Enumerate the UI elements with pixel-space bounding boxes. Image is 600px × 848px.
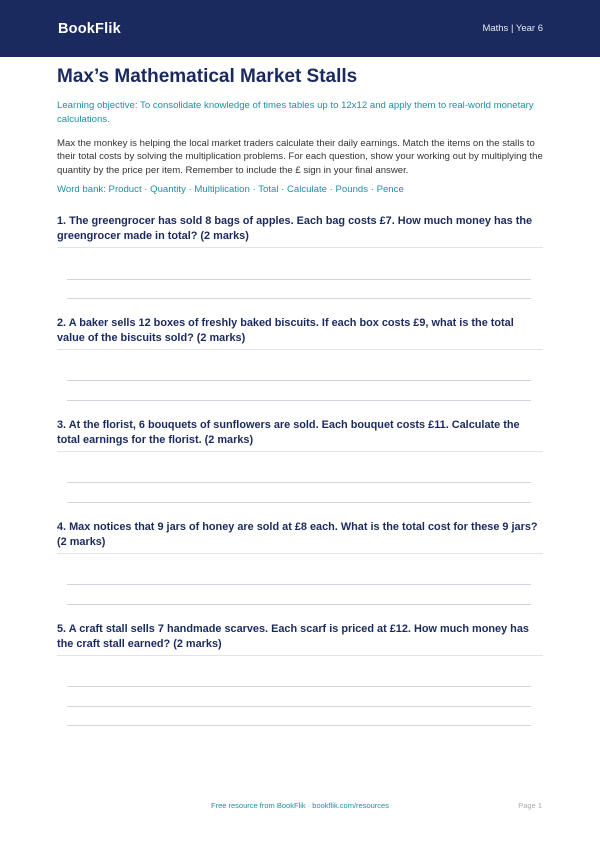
question-5: 5. A craft stall sells 7 handmade scarves. Each scarf is priced at £12. How much money has the craft stall earned? (2 marks) (57, 622, 543, 656)
answer-line[interactable] (67, 604, 531, 605)
subject-label: Maths | Year 6 (482, 23, 543, 34)
brand-logo: BookFlik (58, 20, 121, 37)
page-header (0, 0, 600, 57)
answer-line[interactable] (67, 725, 531, 726)
question-1: 1. The greengrocer has sold 8 bags of apples. Each bag costs £7. How much money has the greengrocer made in total? (2 marks) (57, 214, 543, 248)
answer-line[interactable] (67, 298, 531, 299)
answer-line[interactable] (67, 502, 531, 503)
learning-objective: Learning objective: To consolidate knowledge of times tables up to 12x12 and apply them to real-world monetary calculations. (57, 100, 534, 125)
footer-link[interactable]: Free resource from BookFlik · bookflik.com/resources (211, 801, 389, 810)
page-title: Max’s Mathematical Market Stalls (57, 66, 358, 87)
question-2: 2. A baker sells 12 boxes of freshly baked biscuits. If each box costs £9, what is the total value of the biscuits sold? (2 marks) (57, 316, 543, 350)
intro-text: Max the monkey is helping the local market traders calculate their daily earnings. Match the items on the stalls to their total costs by solving the multiplication problems. For each question, show your working out by multiplying the quantity by the price per item. Remember to include the £ sign in your final answer. (57, 138, 543, 176)
answer-line[interactable] (67, 482, 531, 483)
answer-line[interactable] (67, 400, 531, 401)
page-number: Page 1 (518, 801, 542, 810)
question-3: 3. At the florist, 6 bouquets of sunflowers are sold. Each bouquet costs £11. Calculate the total earnings for the florist. (2 marks) (57, 418, 543, 452)
question-4: 4. Max notices that 9 jars of honey are sold at £8 each. What is the total cost for these 9 jars? (2 marks) (57, 520, 543, 554)
answer-line[interactable] (67, 279, 531, 280)
answer-line[interactable] (67, 706, 531, 707)
answer-line[interactable] (67, 584, 531, 585)
answer-line[interactable] (67, 380, 531, 381)
answer-line[interactable] (67, 686, 531, 687)
word-bank: Word bank: Product · Quantity · Multiplication · Total · Calculate · Pounds · Pence (57, 184, 404, 195)
